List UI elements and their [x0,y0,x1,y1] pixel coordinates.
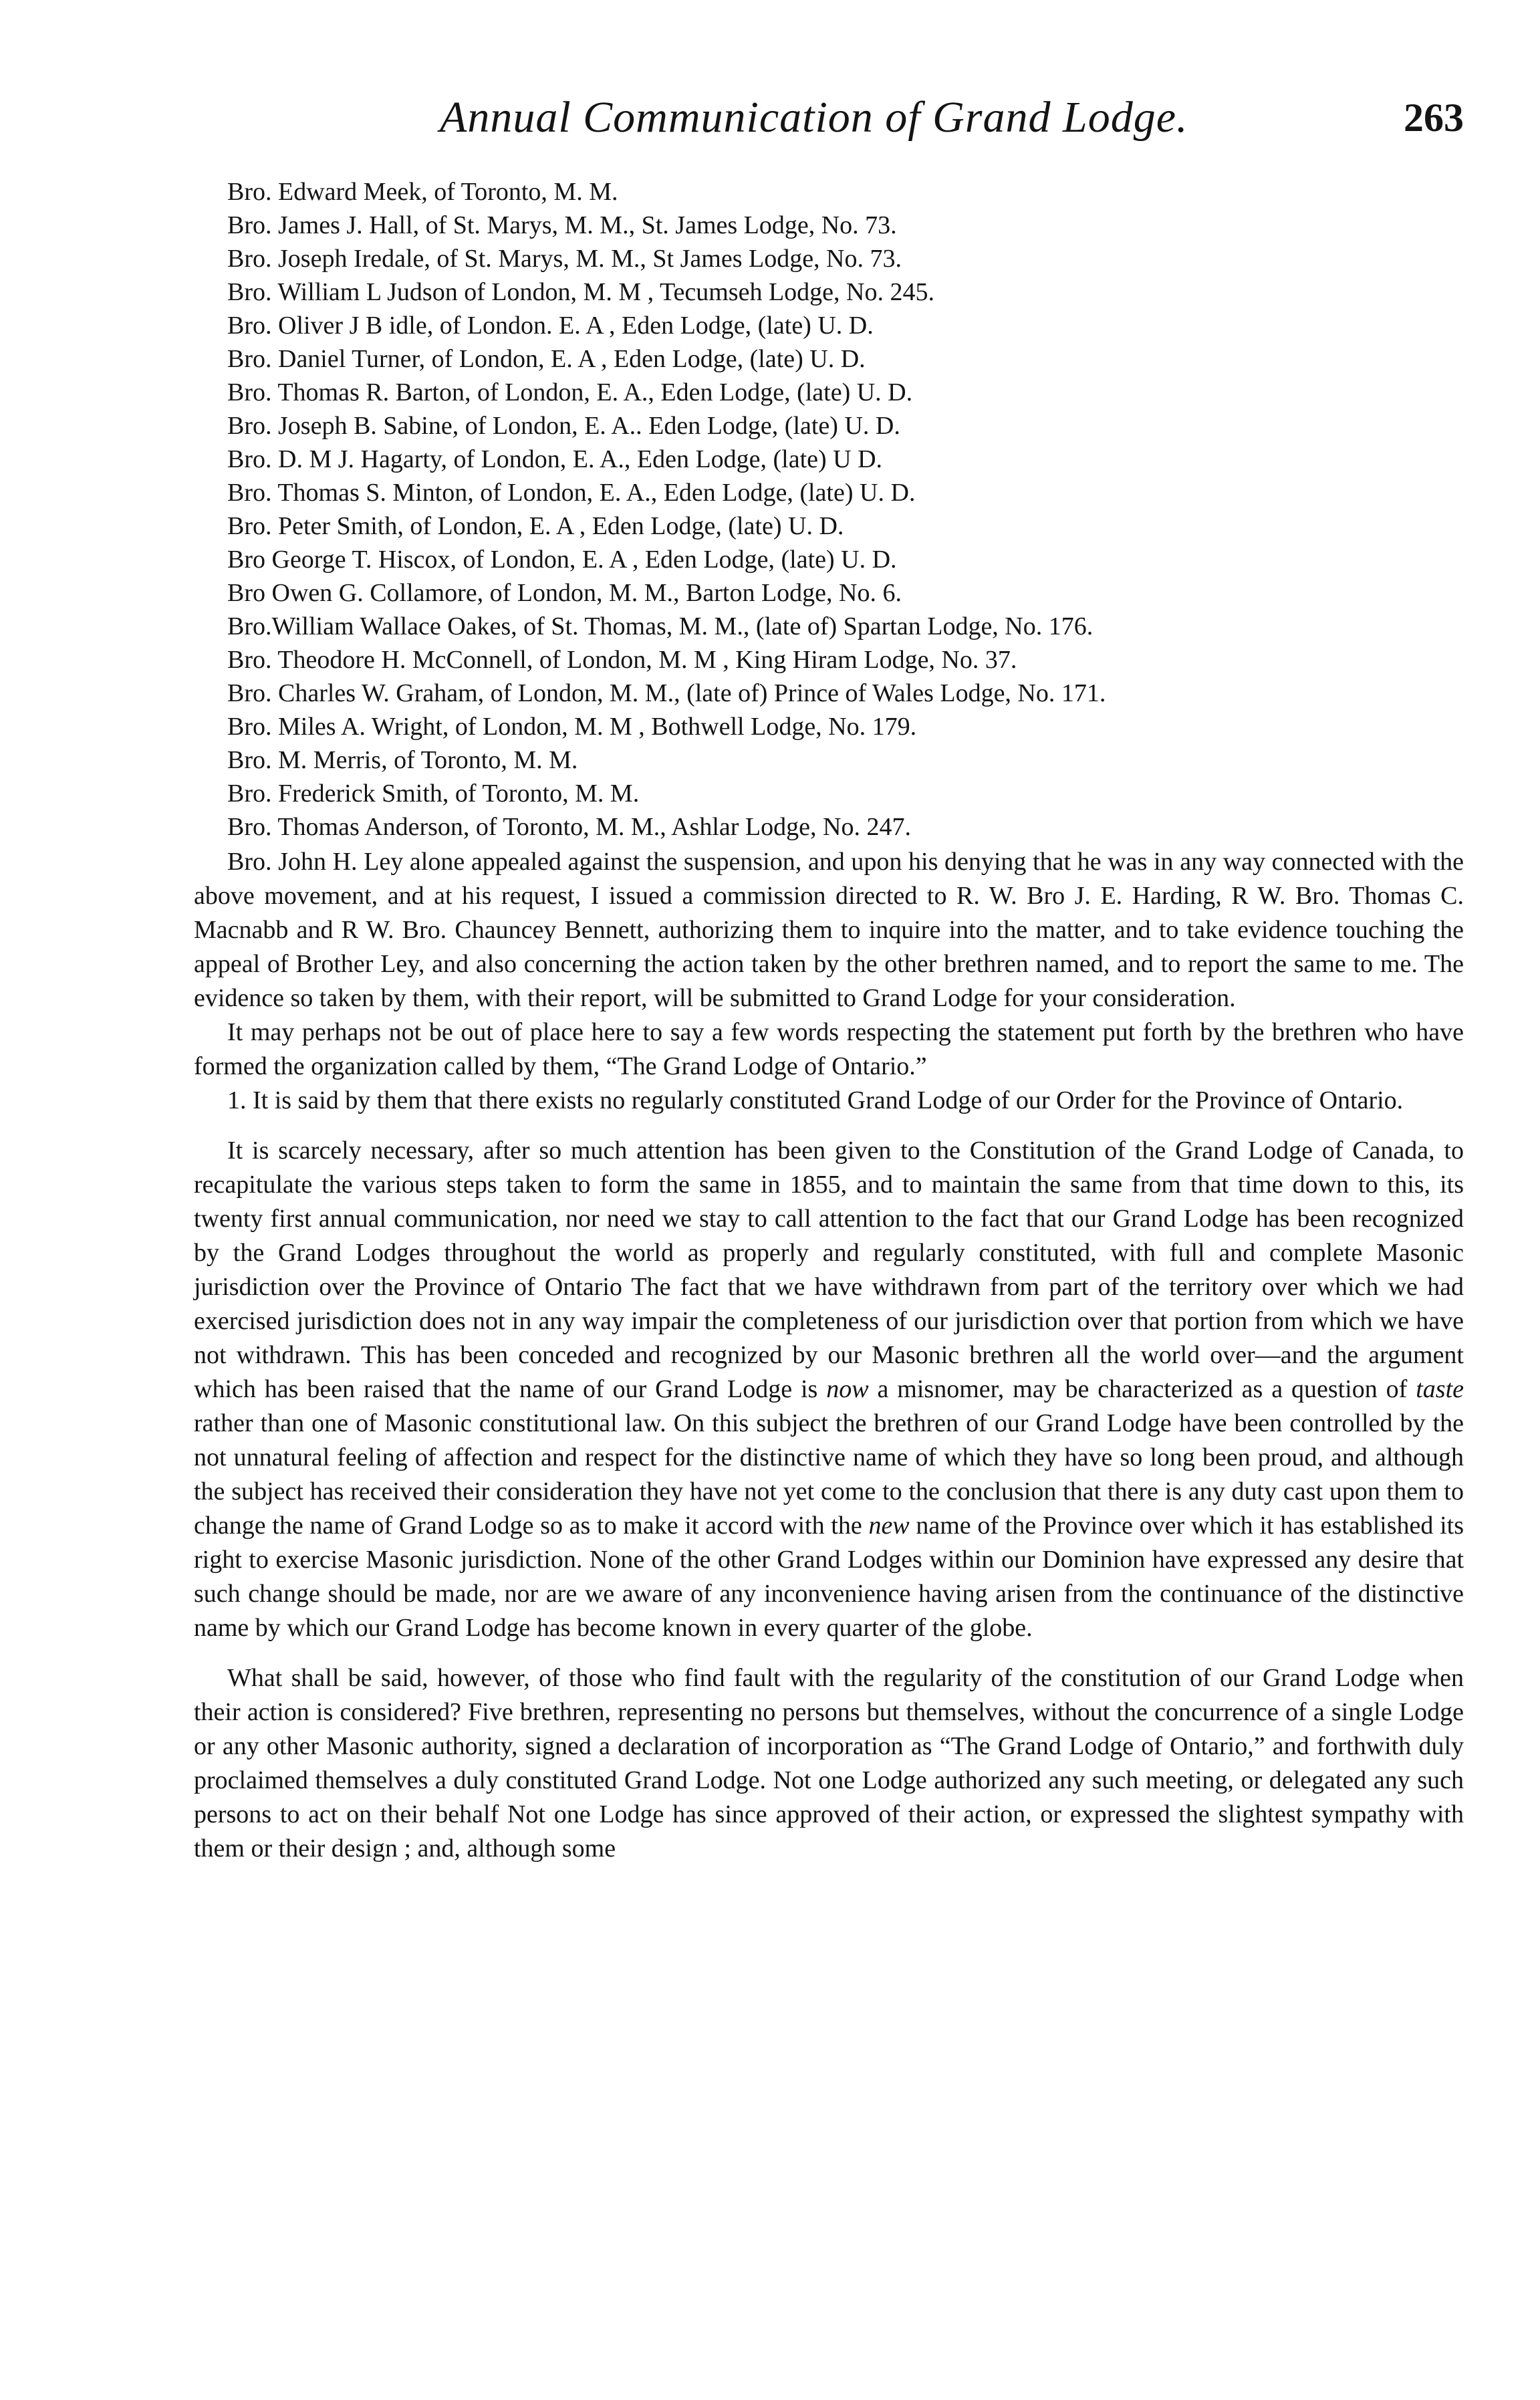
page-number: 263 [1404,96,1464,140]
list-item: Bro. Miles A. Wright, of London, M. M , Bothwell Lodge, No. 179. [227,713,917,741]
list-item: Bro. Thomas Anderson, of Toronto, M. M., Ashlar Lodge, No. 247. [227,813,911,841]
paragraph-point-one: 1. It is said by them that there exists no regularly constituted Grand Lodge of our Order for the Province of Ontario. [227,1086,1404,1114]
list-item: Bro. D. M J. Hagarty, of London, E. A., Eden Lodge, (late) U D. [227,445,883,473]
list-item: Bro. Frederick Smith, of Toronto, M. M. [227,779,640,808]
list-item: Bro.William Wallace Oakes, of St. Thomas, M. M., (late of) Spartan Lodge, No. 176. [227,612,1094,640]
suspended-brethren-list [194,175,1464,844]
list-item: Bro. Edward Meek, of Toronto, M. M. [227,178,618,206]
text-run: name of the Province over which it has established its right to exercise Masonic jurisdiction. None of the other Grand Lodges within our Dominion have expressed any desire that such change should be made, nor are we aware of any inconvenience having arisen from the continuance of the distinctive name by which our Grand Lodge has become known in every quarter of the globe. [194,1512,1464,1642]
paragraph-ley-appeal: Bro. John H. Ley alone appealed against the suspension, and upon his denying that he was in any way connected with the above movement, and at his request, I issued a commission directed to R. W. Bro J. E. Harding, R W. Bro. Thomas C. Macnabb and R W. Bro. Chauncey Bennett, authorizing them to inquire into the matter, and to take evidence touching the appeal of Brother Ley, and also concerning the action taken by the other brethren named, and to report the same to me. The evidence so taken by them, with their report, will be submitted to Grand Lodge for your consideration. [194,848,1464,1012]
emphasis-text: now [826,1375,869,1403]
list-item: Bro. William L Judson of London, M. M , Tecumseh Lodge, No. 245. [227,278,934,306]
list-item: Bro. M. Merris, of Toronto, M. M. [227,746,578,774]
list-item: Bro Owen G. Collamore, of London, M. M., Barton Lodge, No. 6. [227,579,902,607]
list-item: Bro. Theodore H. McConnell, of London, M. M , King Hiram Lodge, No. 37. [227,646,1017,674]
paragraph-constitution [194,1134,1464,1645]
list-item: Bro. Oliver J B idle, of London. E. A , Eden Lodge, (late) U. D. [227,312,874,340]
list-item: Bro George T. Hiscox, of London, E. A , Eden Lodge, (late) U. D. [227,546,897,574]
list-item: Bro. Thomas S. Minton, of London, E. A., Eden Lodge, (late) U. D. [227,479,916,507]
list-item: Bro. Joseph B. Sabine, of London, E. A.. Eden Lodge, (late) U. D. [227,412,900,440]
page-header [194,92,1464,162]
running-title: Annual Communication of Grand Lodge. [440,93,1188,142]
list-item: Bro. Peter Smith, of London, E. A , Eden Lodge, (late) U. D. [227,512,844,540]
paragraph-regularity: What shall be said, however, of those who find fault with the regularity of the constitution of our Grand Lodge when their action is considered? Five brethren, representing no persons but themselves, without the concurrence of a single Lodge or any other Masonic authority, signed a declaration of incorporation as “The Grand Lodge of Ontario,” and forthwith duly proclaimed themselves a duly constituted Grand Lodge. Not one Lodge authorized any such meeting, or delegated any such persons to act on their behalf Not one Lodge has since approved of their action, or expressed the slightest sympathy with them or their design ; and, although some [194,1664,1464,1863]
document-page [194,92,1464,1866]
list-item: Bro. James J. Hall, of St. Marys, M. M., St. James Lodge, No. 73. [227,211,897,239]
text-run: a misnomer, may be characterized as a question of [877,1375,1408,1403]
text-run: It is scarcely necessary, after so much attention has been given to the Constitution of the Grand Lodge of Canada, to recapitulate the various steps taken to form the same in 1855, and to maintain the same from that time down to this, its twenty first annual communication, nor need we stay to call attention to the fact that our Grand Lodge has been recognized by the Grand Lodges throughout the world as properly and regularly constituted, with full and complete Masonic jurisdiction over the Province of Ontario The fact that we have withdrawn from part of the territory over which we had exercised jurisdiction does not in any way impair the completeness of our jurisdiction over that portion from which we have not withdrawn. This has been conceded and recognized by our Masonic brethren all the world over—and the argument which has been raised that the name of our Grand Lodge is [194,1136,1464,1403]
emphasis-text: taste [1416,1375,1464,1403]
paragraph-statement-intro: It may perhaps not be out of place here to say a few words respecting the statement put forth by the brethren who have formed the organization called by them, “The Grand Lodge of Ontario.” [194,1018,1464,1080]
list-item: Bro. Joseph Iredale, of St. Marys, M. M., St James Lodge, No. 73. [227,245,902,273]
list-item: Bro. Thomas R. Barton, of London, E. A., Eden Lodge, (late) U. D. [227,378,913,406]
list-item: Bro. Daniel Turner, of London, E. A , Eden Lodge, (late) U. D. [227,345,866,373]
list-item: Bro. Charles W. Graham, of London, M. M., (late of) Prince of Wales Lodge, No. 171. [227,679,1106,707]
emphasis-text: new [868,1512,910,1540]
text-run: rather than one of Masonic constitutional law. On this subject the brethren of our Grand Lodge have been controlled by the not unnatural feeling of affection and respect for the distinctive name of which they have so long been proud, and although the subject has received their consideration they have not yet come to the conclusion that there is any duty cast upon them to change the name of Grand Lodge so as to make it accord with the [194,1409,1464,1540]
